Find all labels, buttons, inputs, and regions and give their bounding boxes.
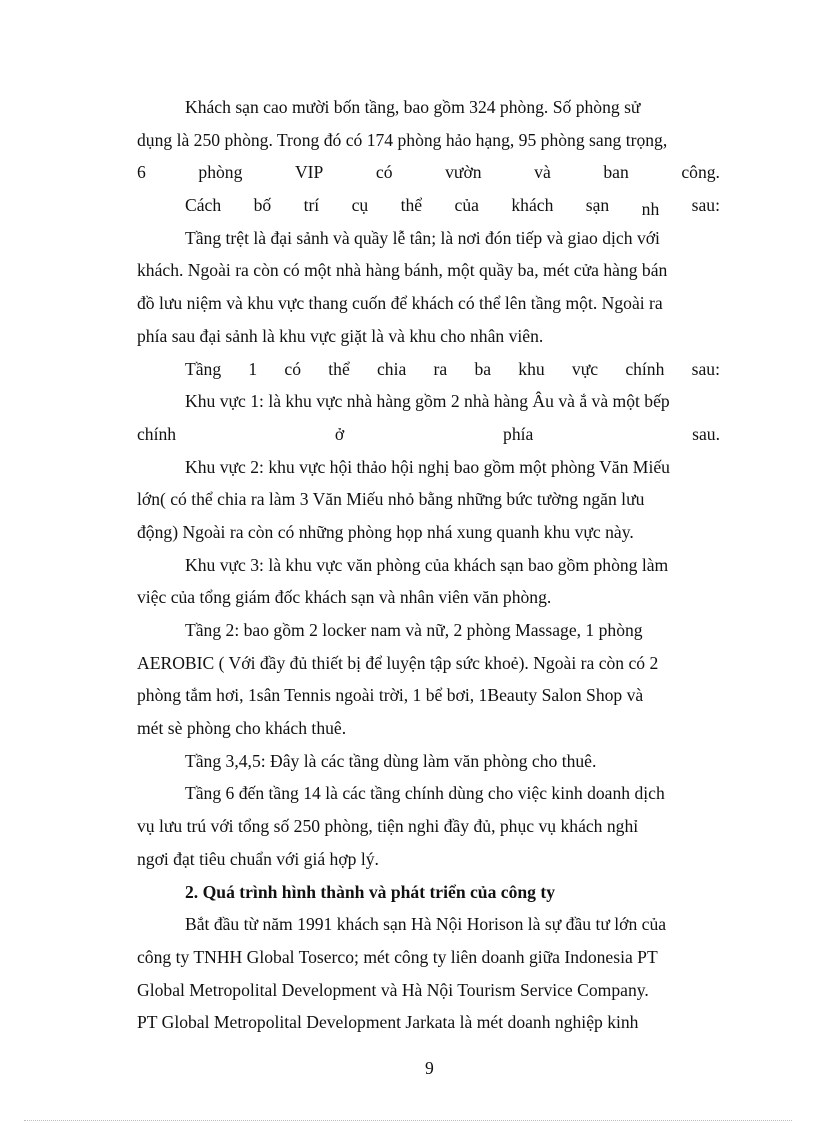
word: và xyxy=(534,162,551,183)
text-line: công ty TNHH Global Toserco; mét công ty liên doanh giữa Indonesia PT xyxy=(137,946,658,967)
text-line: Khách sạn cao mười bốn tầng, bao gồm 324 phòng. Số phòng sử xyxy=(185,97,641,117)
word: 1 xyxy=(248,358,258,379)
word: ban xyxy=(603,162,629,183)
text-line xyxy=(137,189,720,222)
text-line: vụ lưu trú với tổng số 250 phòng, tiện nghi đầy đủ, phục vụ khách nghỉ xyxy=(137,816,639,837)
word: vườn xyxy=(445,162,482,183)
word: trí xyxy=(303,195,320,216)
word: ra xyxy=(433,358,448,379)
text-line: ngơi đạt tiêu chuẩn với giá hợp lý. xyxy=(137,848,379,869)
text-line: động) Ngoài ra còn có những phòng họp nhá xung quanh khu vực này. xyxy=(137,521,634,542)
text-line: Tầng 2: bao gồm 2 locker nam và nữ, 2 phòng Massage, 1 phòng xyxy=(185,620,643,640)
word: sau: xyxy=(691,195,720,216)
word: chia xyxy=(377,358,407,379)
word: công. xyxy=(681,162,720,183)
page-number-text: 9 xyxy=(425,1058,434,1078)
word: bố xyxy=(253,195,272,216)
text-line: Khu vực 2: khu vực hội thảo hội nghị bao gồm một phòng Văn Miếu xyxy=(185,456,670,477)
text-line: 2. Quá trình hình thành và phát triển của công ty xyxy=(185,881,556,902)
word: thể xyxy=(328,358,350,379)
text-line: PT Global Metropolital Development Jarkata là mét doanh nghiệp kinh xyxy=(137,1012,639,1033)
text-line: việc của tổng giám đốc khách sạn và nhân viên văn phòng. xyxy=(137,587,552,608)
word: khu xyxy=(518,358,545,379)
word: phía xyxy=(503,423,534,444)
text-line xyxy=(137,353,720,386)
word: cụ xyxy=(351,195,369,216)
word: VIP xyxy=(294,162,324,183)
text-line: phía sau đại sảnh là khu vực giặt là và khu cho nhân viên. xyxy=(137,325,544,346)
text-line: Tầng trệt là đại sảnh và quầy lễ tân; là nơi đón tiếp và giao dịch với xyxy=(185,227,660,248)
word: sau. xyxy=(692,423,720,444)
word: khách xyxy=(511,195,554,216)
word: sau: xyxy=(691,358,720,379)
word: thể xyxy=(400,195,423,216)
text-line: phòng tắm hơi, 1sân Tennis ngoài trời, 1 bể bơi, 1Beauty Salon Shop và xyxy=(137,685,644,706)
text-line: Tầng 3,4,5: Đây là các tầng dùng làm văn phòng cho thuê. xyxy=(185,750,597,771)
text-line: Tầng 6 đến tầng 14 là các tầng chính dùng cho việc kinh doanh dịch xyxy=(185,783,665,804)
text-line: Bắt đầu từ năm 1991 khách sạn Hà Nội Horison là sự đầu tư lớn của xyxy=(185,914,667,935)
text-line: Khu vực 1: là khu vực nhà hàng gồm 2 nhà hàng Âu và ắ và một bếp xyxy=(185,391,670,412)
word: 6 xyxy=(137,162,146,183)
word: chính xyxy=(137,423,177,444)
text-line: dụng là 250 phòng. Trong đó có 174 phòng hảo hạng, 95 phòng sang trọng, xyxy=(137,129,668,150)
text-line: khách. Ngoài ra còn có một nhà hàng bánh, một quầy ba, mét cửa hàng bán xyxy=(137,260,668,281)
word: có xyxy=(284,358,302,379)
text-line: AEROBIC ( Với đầy đủ thiết bị để luyện tập sức khoẻ). Ngoài ra còn có 2 xyxy=(137,652,659,673)
word: nh xyxy=(641,199,660,220)
text-line xyxy=(137,156,720,189)
word: có xyxy=(375,162,393,183)
footer-divider xyxy=(24,1120,792,1121)
document-body xyxy=(137,91,720,1039)
text-line: đồ lưu niệm và khu vực thang cuốn để khách có thể lên tầng một. Ngoài ra xyxy=(137,293,663,314)
text-line xyxy=(137,418,720,451)
text-line: Khu vực 3: là khu vực văn phòng của khách sạn bao gồm phòng làm xyxy=(185,554,669,575)
word: sạn xyxy=(585,195,610,216)
text-line: Global Metropolital Development và Hà Nội Tourism Service Company. xyxy=(137,979,649,1000)
word: Cách xyxy=(185,195,222,216)
text-line: lớn( có thể chia ra làm 3 Văn Miếu nhỏ bằng những bức tường ngăn lưu xyxy=(137,489,645,510)
word: ba xyxy=(474,358,492,379)
word: chính xyxy=(625,358,665,379)
text-line: mét sè phòng cho khách thuê. xyxy=(137,718,347,739)
word: ở xyxy=(334,423,345,444)
word: Tầng xyxy=(185,358,222,379)
word: phòng xyxy=(198,162,243,183)
word: vực xyxy=(571,358,599,379)
word: của xyxy=(454,195,479,216)
